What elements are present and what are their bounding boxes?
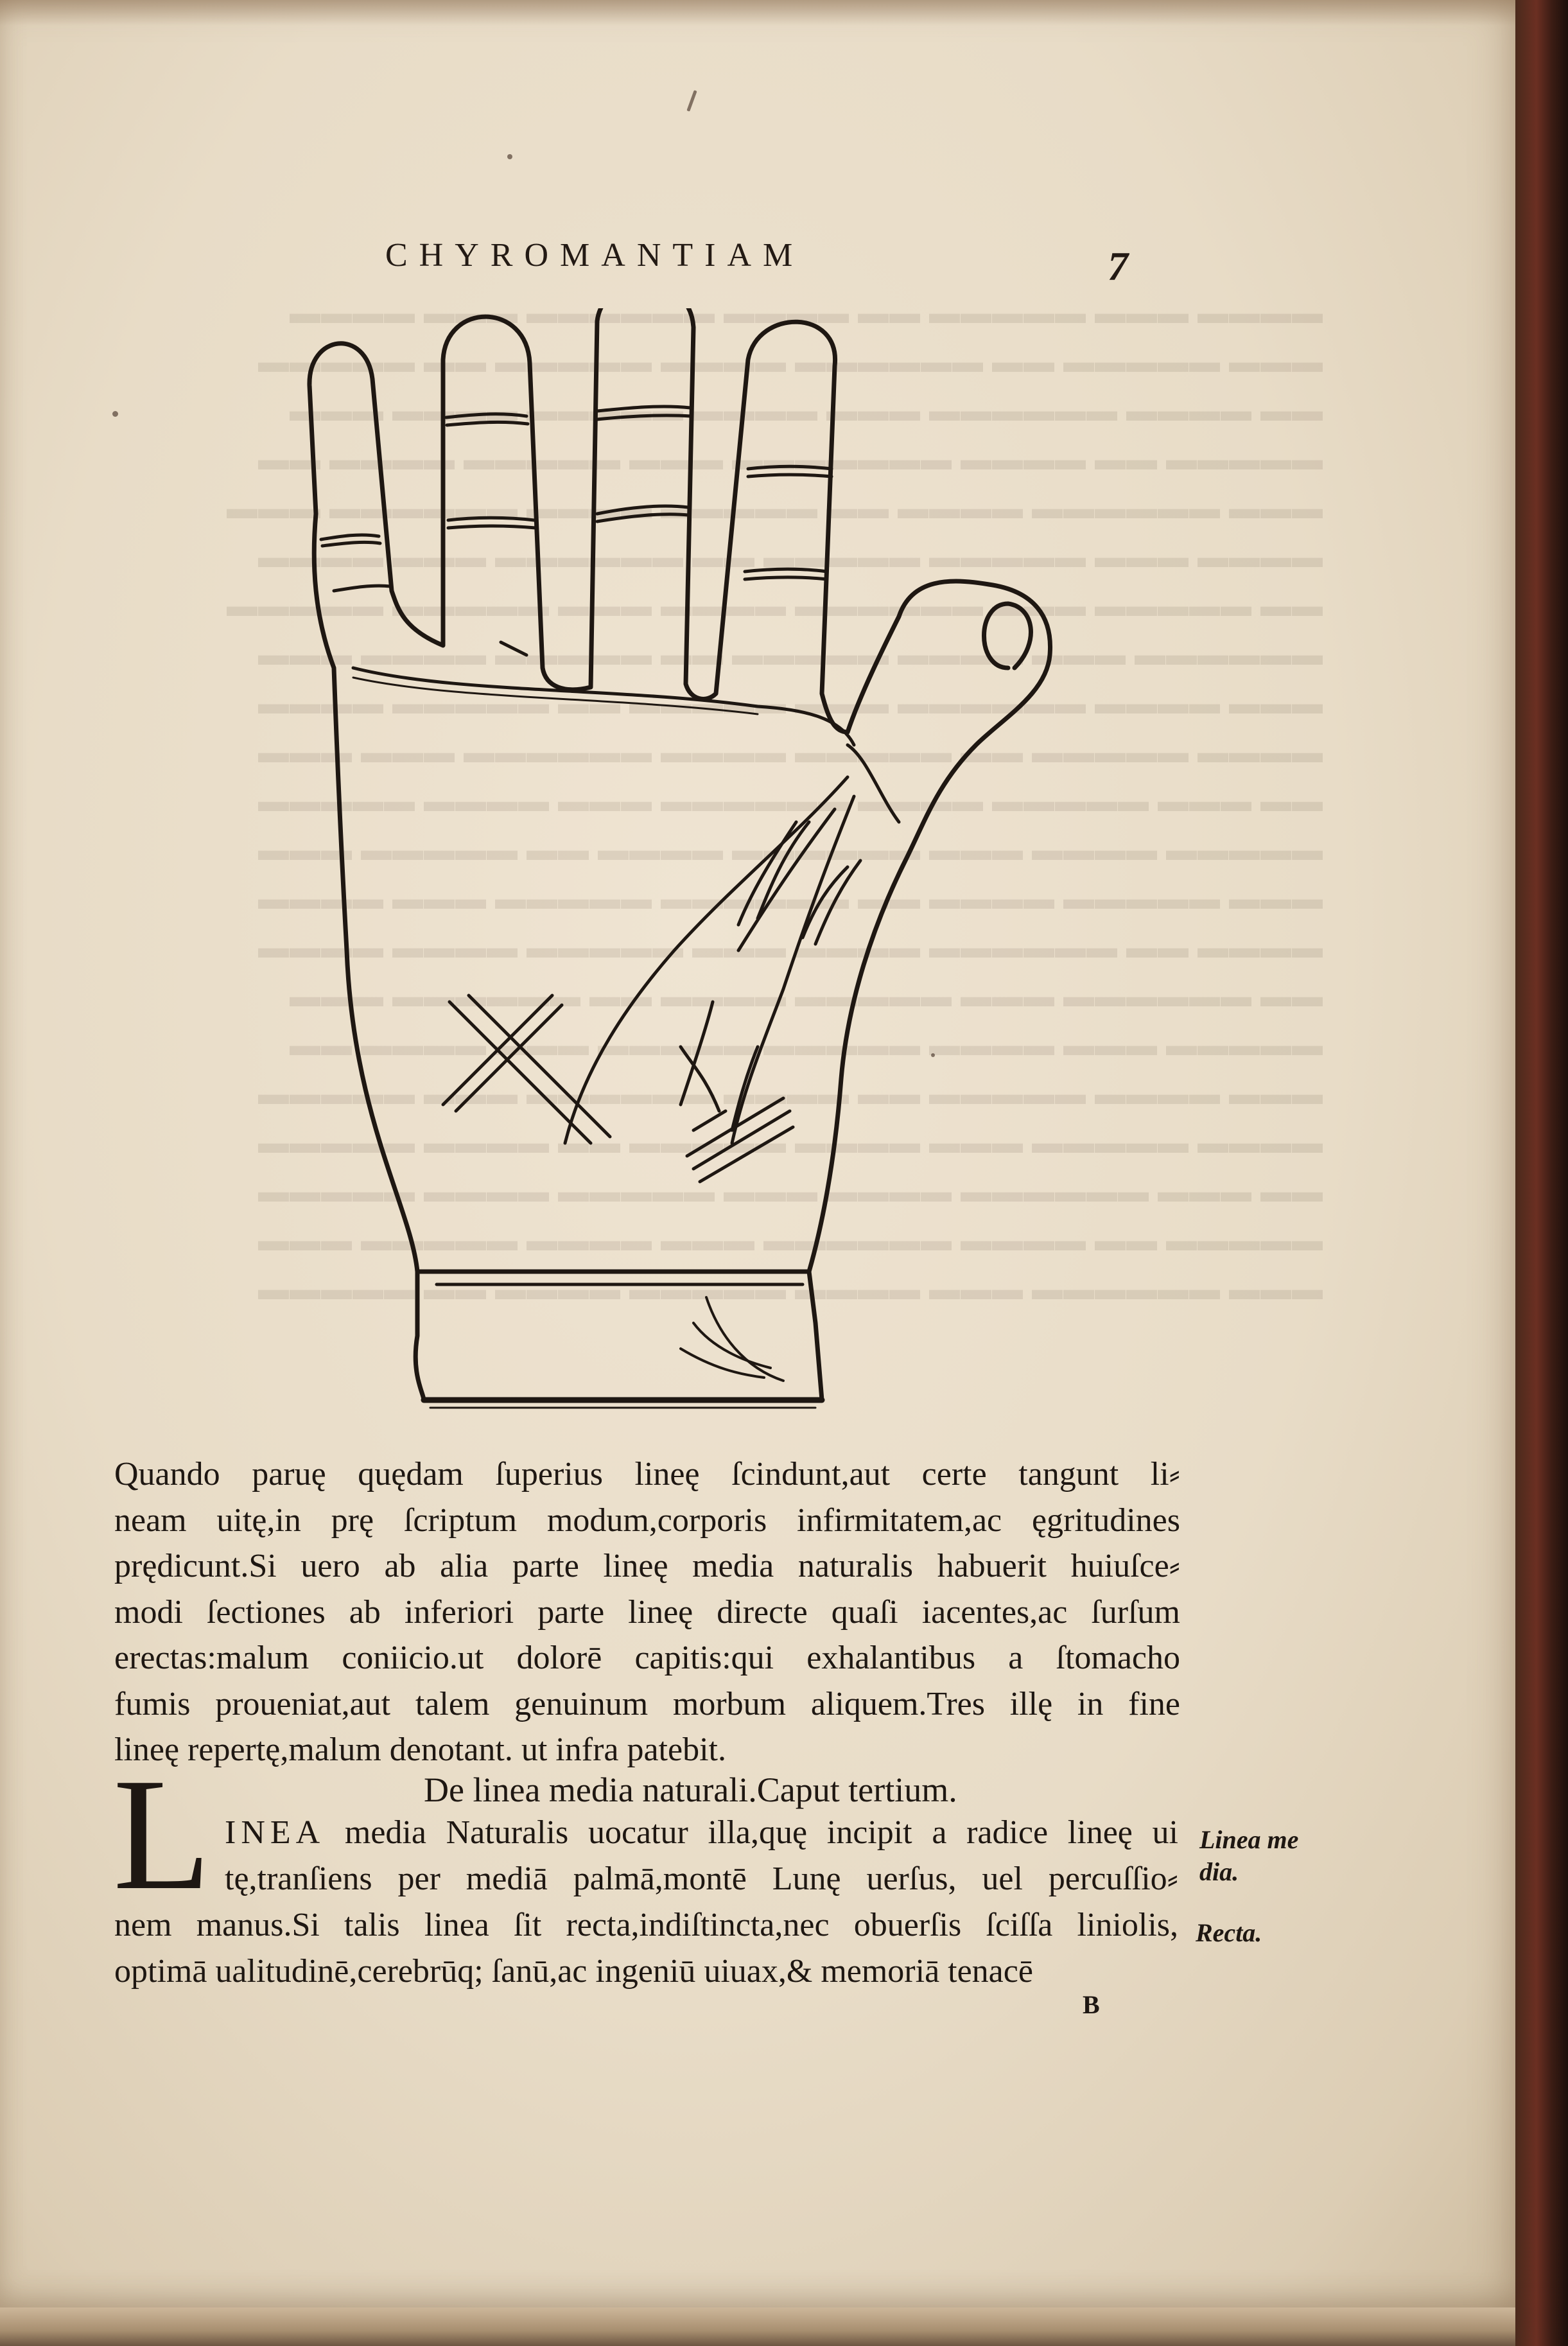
paragraph-2-line-3-text: nem manus.Si talis linea ſit recta,indiſtincta,nec obuerſis ſciſſa liniolis, <box>114 1907 1178 1943</box>
paper-speck <box>686 90 697 112</box>
page-shadow <box>0 0 1528 26</box>
paragraph-1-line: modi ſectiones ab inferiori parte lineę directe quaſi iacentes,ac ſurſum <box>114 1593 1180 1631</box>
paragraph-1-line: prędicunt.Si uero ab alia parte lineę media naturalis habuerit huiuſce⸗ <box>114 1548 1180 1584</box>
page-number: 7 <box>1108 243 1128 289</box>
paragraph-2-line-4 <box>114 1948 1178 1995</box>
hand-diagram-icon <box>295 308 1092 1426</box>
paragraph-2-line-2 <box>225 1856 1178 1902</box>
paper-speck <box>507 154 512 159</box>
margin-note-recta: Recta. <box>1196 1918 1262 1947</box>
hand-outline <box>309 308 1050 1272</box>
margin-note-line: Linea me <box>1199 1825 1299 1854</box>
book-cover-edge <box>1515 0 1568 2346</box>
margin-note-linea-media <box>1199 1824 1315 1888</box>
paper-speck <box>931 1053 935 1057</box>
paragraph-1-line: neam uitę,in prę ſcriptum modum,corporis infirmitatem,ac ęgritudines <box>114 1501 1180 1539</box>
running-head: CHYROMANTIAM <box>385 237 805 274</box>
paragraph-2-line-1-text: media Naturalis uocatur illa,quę incipit a radice lineę ui <box>325 1814 1178 1851</box>
paragraph-1-line: Quando paruę quędam ſuperius lineę ſcindunt,aut certe tangunt li⸗ <box>114 1456 1180 1493</box>
bleed-through-texture: ▬▬▬▬ ▬▬▬ ▬▬▬▬▬ ▬▬ ▬▬▬▬ ▬▬▬▬▬▬ ▬▬▬ ▬▬▬▬ ▬▬▬ ▬▬▬▬▬ ▬▬ ▬▬▬▬▬▬ ▬▬▬▬ ▬▬▬▬▬ ▬▬ ▬▬▬▬▬ ▬▬ ▬▬▬▬ ▬▬▬▬▬▬ ▬▬▬ ▬▬▬▬ ▬▬▬▬▬ ▬▬▬▬ ▬▬▬ ▬▬▬▬▬ ▬▬ ▬▬▬▬ ▬▬▬▬▬▬▬ ▬▬▬ ▬▬▬▬▬ ▬▬▬▬ ▬▬ ▬▬▬ ▬▬▬▬▬▬ ▬▬▬▬ ▬▬ ▬▬▬▬▬ ▬▬▬▬ ▬▬▬▬▬▬ ▬▬▬ ▬▬▬▬ ▬▬▬ ▬▬▬▬▬ ▬▬▬▬▬ ▬▬ ▬▬▬▬▬▬ ▬▬▬ ▬▬▬▬ ▬▬ ▬▬▬▬▬ ▬▬▬ ▬▬▬▬▬▬ ▬▬▬▬ ▬▬▬ ▬▬▬▬▬ ▬▬▬▬▬ ▬▬▬▬▬▬ ▬▬▬ ▬▬▬▬ ▬▬▬▬▬ ▬▬ ▬▬▬▬▬ ▬▬▬▬ ▬▬▬ ▬▬▬ ▬▬▬▬ ▬▬▬▬▬▬ ▬▬▬ ▬▬▬▬▬ ▬▬ ▬▬▬▬▬ ▬▬▬▬ ▬▬▬▬ ▬▬▬▬▬ ▬▬ ▬▬▬▬▬ ▬▬▬▬ ▬▬▬▬▬▬ ▬▬▬ ▬▬▬ ▬▬ ▬▬▬ ▬▬▬▬▬ ▬▬▬▬ ▬▬▬▬▬▬ ▬▬▬ ▬▬▬▬ ▬▬▬▬▬ ▬▬▬▬▬ ▬▬▬▬ ▬▬▬ ▬▬▬▬▬▬ ▬▬▬▬ ▬▬ ▬▬▬▬▬ ▬▬▬ ▬▬▬ ▬▬▬▬▬ ▬▬▬▬ ▬▬ ▬▬▬▬▬▬ ▬▬▬▬▬ ▬▬▬ ▬▬▬▬ ▬▬▬▬ ▬▬ ▬▬▬▬▬▬ ▬▬▬▬ ▬▬▬ ▬▬▬▬▬ ▬▬▬▬ ▬▬▬▬ ▬▬ ▬▬▬▬▬▬ ▬▬▬ ▬▬▬▬▬ ▬▬▬▬ ▬▬ ▬▬▬▬▬▬ ▬▬▬ ▬▬▬▬▬ ▬▬▬ ▬▬▬▬ ▬▬▬▬▬ ▬▬▬▬▬ ▬▬▬ ▬▬▬▬ ▬▬ ▬▬▬ ▬▬▬▬ ▬▬▬▬▬ ▬▬ ▬▬▬▬ ▬▬▬▬▬▬ ▬▬▬ ▬▬▬▬▬ ▬▬▬▬ ▬▬▬▬▬ ▬▬▬ ▬▬▬▬ ▬▬▬▬▬ ▬▬ ▬▬▬▬ ▬▬▬▬▬ ▬▬ ▬▬▬ ▬▬▬▬▬▬ ▬▬▬▬ ▬▬▬ ▬▬▬▬▬ ▬▬▬▬ ▬▬▬▬▬ ▬▬▬▬▬ ▬▬ ▬▬▬▬ ▬▬▬▬▬▬ ▬▬▬ ▬▬▬▬ ▬▬▬▬▬ ▬▬▬ ▬▬▬ ▬▬▬▬▬▬ ▬▬▬ ▬▬▬▬ ▬▬▬▬▬ ▬▬▬▬ ▬▬ ▬▬▬▬▬ <box>226 296 1323 1306</box>
page-stack-edge <box>0 2307 1515 2346</box>
paper-speck <box>112 411 118 417</box>
chapter-heading: De linea media naturali.Caput tertium. <box>424 1771 957 1809</box>
wrist <box>415 1272 822 1400</box>
paragraph-1 <box>114 1451 1180 1773</box>
paragraph-1-line: erectas:malum coniicio.ut dolorē capitis:qui exhalantibus a ſtomacho <box>114 1640 1180 1676</box>
paragraph-1-line: fumis proueniat,aut talem genuinum morbum aliquem.Tres illę in fine <box>114 1685 1180 1722</box>
margin-note-line: dia. <box>1199 1857 1239 1886</box>
paragraph-2-line-2-text: tę,tranſiens per mediā palmā,montē Lunę uerſus, uel percuſſio⸗ <box>225 1860 1178 1897</box>
signature-mark: B <box>1083 1990 1100 2019</box>
drop-cap: L <box>113 1746 211 1923</box>
paragraph-1-line: lineę repertę,malum denotant. ut infra patebit. <box>114 1731 726 1768</box>
paragraph-2-line-4-text: optimā ualitudinē,cerebrūq; ſanū,ac ingeniū uiuax,& memoriā tenacē <box>114 1953 1033 1990</box>
paragraph-2-line-1 <box>225 1810 1178 1856</box>
paragraph-2-line-3 <box>114 1902 1178 1948</box>
paragraph-2-first-word: INEA <box>225 1814 326 1851</box>
